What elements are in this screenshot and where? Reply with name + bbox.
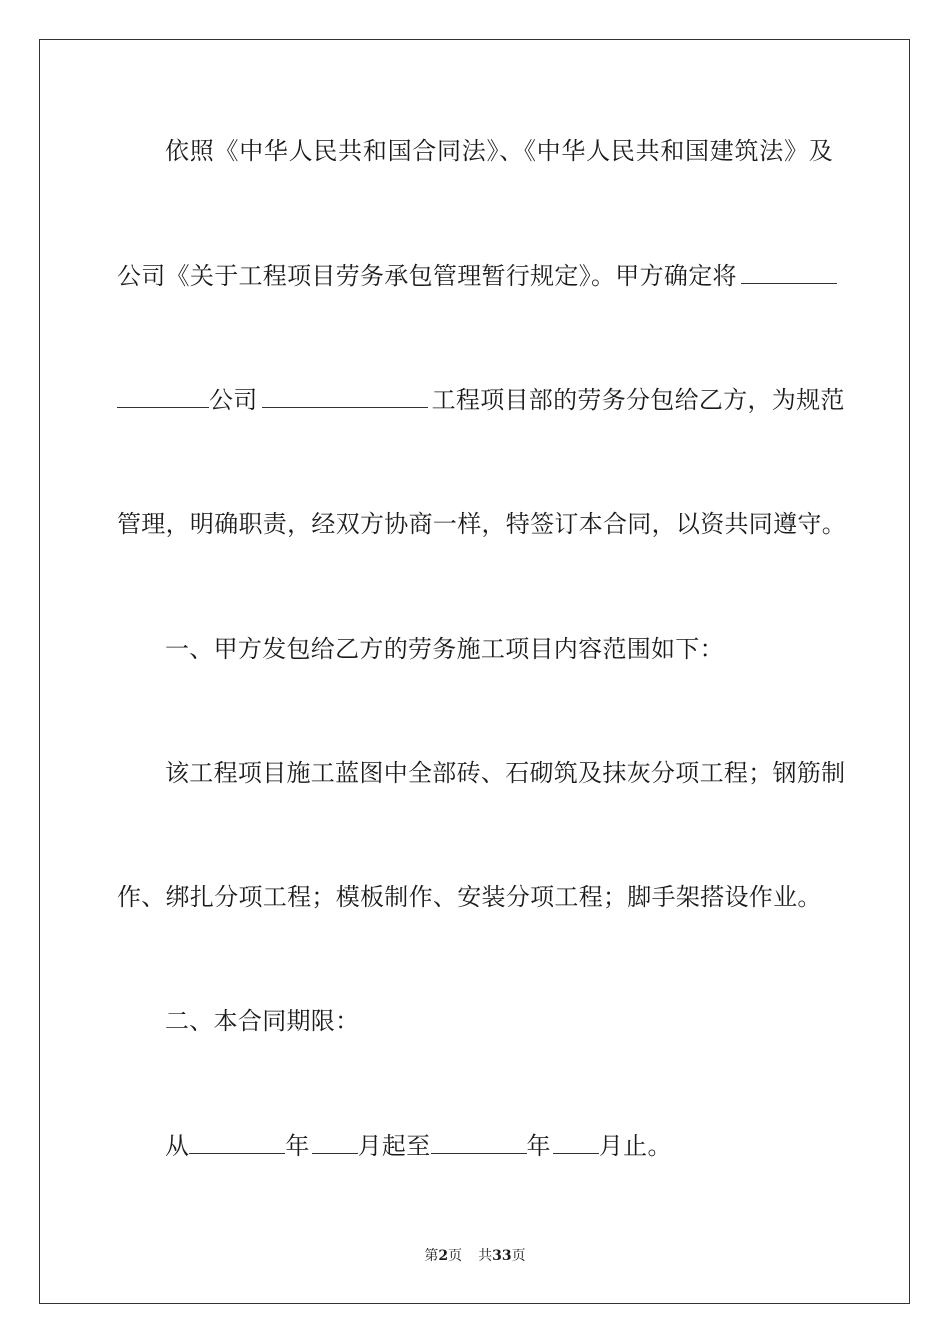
blank-field-end-month [553,1131,599,1154]
footer-total-pages: 33 [492,1248,512,1264]
blank-field-start-month [312,1131,358,1154]
section-heading-1: 一、甲方发包给乙方的劳务施工项目内容范围如下： [165,635,724,663]
paragraph-line-1: 依照《中华人民共和国合同法》、《中华人民共和国建筑法》及 [165,137,833,165]
footer-page-prefix: 第 [424,1248,439,1264]
blank-field-start-year [189,1131,285,1154]
blank-field-project [262,385,428,408]
footer-total-suffix: 页 [511,1248,526,1264]
blank-field-end-year [431,1131,527,1154]
page-frame [39,39,910,1304]
paragraph-line-3 [117,385,845,415]
footer-page-suffix: 页 [448,1248,463,1264]
blank-field-company-b [117,385,209,408]
section-heading-2: 二、本合同期限： [165,1007,360,1035]
paragraph-line-2 [117,261,833,291]
line-9-month-1: 月起至 [357,1132,431,1160]
line-2-text: 公司《关于工程项目劳务承包管理暂行规定》。甲方确定将 [117,262,737,290]
line-9-from: 从 [165,1132,190,1160]
line-9-month-2: 月止。 [598,1132,672,1160]
page-footer [0,1247,950,1265]
line-9-year-2: 年 [526,1132,551,1160]
paragraph-line-4: 管理，明确职责，经双方协商一样，特签订本合同，以资共同遵守。 [117,510,846,538]
blank-field-company-a [741,261,837,284]
paragraph-line-6: 该工程项目施工蓝图中全部砖、石砌筑及抹灰分项工程；钢筋制 [165,759,846,787]
line-3-text-company: 公司 [209,386,258,414]
line-3-text-rest: 工程项目部的劳务分包给乙方，为规范 [431,386,845,414]
footer-page-number: 2 [438,1248,449,1264]
paragraph-line-9 [165,1131,833,1161]
line-9-year-1: 年 [285,1132,310,1160]
paragraph-line-7: 作、绑扎分项工程；模板制作、安装分项工程；脚手架搭设作业。 [117,883,822,911]
footer-total-prefix: 共 [478,1248,493,1264]
